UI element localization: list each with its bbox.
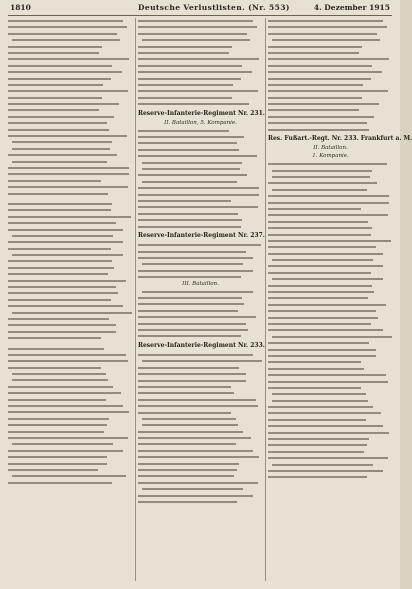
list-entry [268,180,393,186]
list-entry [138,198,263,204]
list-entry [8,56,133,62]
list-entry [138,268,263,274]
list-entry [8,365,133,371]
list-entry [8,214,133,220]
list-entry [268,295,393,301]
list-entry [8,358,133,364]
list-entry [138,435,263,441]
list-entry [8,201,133,207]
page-title: Deutsche Verlustlisten. (Nr. 553) [138,3,290,12]
column-right [268,18,412,583]
list-entry [8,31,133,37]
list-entry [8,329,133,335]
list-entry [8,18,133,24]
list-entry [8,37,133,43]
list-entry [138,352,263,358]
list-entry [138,410,263,416]
list-entry [8,184,133,190]
list-entry [138,358,263,364]
list-entry [138,371,263,377]
list-entry [8,303,133,309]
list-entry [138,153,263,159]
list-entry [8,429,133,435]
list-entry [138,76,263,82]
list-entry [268,442,393,448]
list-entry [138,31,263,37]
list-entry [268,238,393,244]
list-entry [8,310,133,316]
list-entry [268,174,393,180]
list-entry [268,404,393,410]
list-entry [8,24,133,30]
list-entry [138,295,263,301]
list-entry [138,422,263,428]
list-entry [138,147,263,153]
list-entry [8,252,133,258]
list-entry [268,37,393,43]
list-entry [138,397,263,403]
list-entry [138,274,263,280]
list-entry [8,95,133,101]
list-entry [138,134,263,140]
list-entry [268,200,393,206]
list-entry [138,24,263,30]
list-entry [8,76,133,82]
page-header [8,3,392,15]
list-entry [268,232,393,238]
list-entry [268,474,393,480]
list-entry [268,206,393,212]
list-entry [8,146,133,152]
list-entry [268,219,393,225]
list-entry [138,448,263,454]
list-entry [8,133,133,139]
list-entry [138,441,263,447]
list-entry [8,409,133,415]
list-entry [268,69,393,75]
list-entry [138,56,263,62]
list-entry [138,204,263,210]
list-entry [8,322,133,328]
list-entry [138,365,263,371]
column-middle [138,18,263,583]
list-entry [268,417,393,423]
list-entry [138,140,263,146]
list-entry [138,242,263,248]
list-entry [268,101,393,107]
list-entry [268,257,393,263]
list-entry [8,278,133,284]
list-entry [8,297,133,303]
list-entry [268,359,393,365]
list-entry [268,50,393,56]
list-entry [8,441,133,447]
list-entry [8,265,133,271]
list-entry [138,69,263,75]
subsection-heading: II. Bataillon. [313,145,348,152]
list-entry [268,372,393,378]
list-entry [268,263,393,269]
list-entry [138,301,263,307]
list-entry [138,249,263,255]
list-entry [138,224,263,230]
list-entry [268,270,393,276]
list-entry [138,403,263,409]
list-entry [138,384,263,390]
list-entry [268,95,393,101]
list-entry [268,76,393,82]
list-entry [138,333,263,339]
list-entry [268,430,393,436]
list-entry [268,107,393,113]
list-entry [268,31,393,37]
list-entry [138,467,263,473]
list-entry [8,107,133,113]
list-entry [138,160,263,166]
list-entry [138,192,263,198]
list-entry [8,50,133,56]
list-entry [138,63,263,69]
list-entry [268,283,393,289]
list-entry [138,493,263,499]
list-entry [8,239,133,245]
list-entry [268,327,393,333]
list-entry [268,436,393,442]
list-entry [268,334,393,340]
list-entry [8,352,133,358]
list-entry [268,302,393,308]
list-entry [8,82,133,88]
list-entry [8,207,133,213]
list-entry [138,429,263,435]
list-entry [268,244,393,250]
list-entry [268,127,393,133]
list-entry [268,308,393,314]
list-entry [268,462,393,468]
list-entry [8,448,133,454]
subsection-heading: 1. Kompanie. [312,153,349,160]
list-entry [8,159,133,165]
list-entry [138,95,263,101]
list-entry [138,327,263,333]
list-entry [138,50,263,56]
list-entry [8,284,133,290]
list-entry [8,63,133,69]
list-entry [138,416,263,422]
column-divider [265,18,266,581]
list-entry [268,225,393,231]
list-entry [8,346,133,352]
list-entry [268,410,393,416]
list-entry [138,461,263,467]
list-entry [8,480,133,486]
list-entry [268,24,393,30]
list-entry [138,217,263,223]
list-entry [138,179,263,185]
list-entry [8,246,133,252]
list-entry [268,353,393,359]
list-entry [268,212,393,218]
list-entry [8,258,133,264]
list-entry [8,171,133,177]
list-entry [8,316,133,322]
list-entry [8,178,133,184]
list-entry [8,454,133,460]
list-entry [268,423,393,429]
list-entry [138,480,263,486]
list-entry [138,101,263,107]
list-entry [8,69,133,75]
list-entry [8,44,133,50]
list-entry [268,161,393,167]
subsection-heading: III. Bataillon. [182,280,219,287]
list-entry [8,191,133,197]
list-entry [268,366,393,372]
list-entry [8,384,133,390]
list-entry [268,449,393,455]
list-entry [268,289,393,295]
list-entry [138,211,263,217]
list-entry [268,18,393,24]
list-entry [138,321,263,327]
list-entry [268,340,393,346]
list-entry [268,44,393,50]
list-entry [8,220,133,226]
list-entry [138,255,263,261]
list-entry [8,227,133,233]
list-entry [138,454,263,460]
list-entry [8,165,133,171]
list-entry [8,139,133,145]
page-number: 1810 [10,3,31,12]
list-entry [268,391,393,397]
list-entry [8,101,133,107]
list-entry [268,63,393,69]
column-left [8,18,133,583]
list-entry [268,315,393,321]
list-entry [138,486,263,492]
list-entry [268,168,393,174]
list-entry [268,455,393,461]
list-entry [8,467,133,473]
list-entry [268,56,393,62]
list-entry [138,128,263,134]
list-entry [268,114,393,120]
list-entry [138,172,263,178]
list-entry [8,371,133,377]
list-entry [268,321,393,327]
list-entry [268,398,393,404]
list-entry [138,18,263,24]
list-entry [138,378,263,384]
list-entry [138,185,263,191]
list-entry [138,308,263,314]
list-entry [268,276,393,282]
list-entry [8,422,133,428]
header-rule [8,15,392,16]
list-entry [8,127,133,133]
list-entry [268,193,393,199]
list-entry [8,233,133,239]
list-entry [8,152,133,158]
list-entry [268,347,393,353]
list-entry [268,88,393,94]
column-divider [135,18,136,581]
section-heading: Reserve-Infanterie-Regiment Nr. 231. [138,109,265,117]
list-entry [138,82,263,88]
list-entry [138,44,263,50]
list-entry [8,114,133,120]
list-entry [8,88,133,94]
list-entry [138,499,263,505]
section-heading: Res. Fußart.-Regt. Nr. 233. Frankfurt a. M. [268,135,412,143]
list-entry [268,385,393,391]
list-entry [8,473,133,479]
list-entry [138,473,263,479]
list-entry [8,435,133,441]
list-entry [8,290,133,296]
list-entry [8,377,133,383]
list-entry [268,82,393,88]
list-entry [268,251,393,257]
list-entry [8,120,133,126]
list-entry [8,390,133,396]
list-entry [268,379,393,385]
list-entry [268,120,393,126]
list-entry [138,261,263,267]
list-entry [138,314,263,320]
list-entry [8,461,133,467]
list-entry [138,166,263,172]
list-entry [138,289,263,295]
section-heading: Reserve-Infanterie-Regiment Nr. 233. [138,342,265,349]
list-entry [8,403,133,409]
list-entry [8,397,133,403]
list-entry [138,37,263,43]
list-entry [8,416,133,422]
list-entry [138,88,263,94]
list-entry [8,335,133,341]
list-entry [138,390,263,396]
section-heading: Reserve-Infanterie-Regiment Nr. 237. [138,232,265,240]
list-entry [8,271,133,277]
list-entry [268,187,393,193]
subsection-heading: II. Bataillon, 5. Kompanie. [164,119,237,126]
list-entry [268,468,393,474]
page-date: 4. Dezember 1915 [313,3,390,12]
